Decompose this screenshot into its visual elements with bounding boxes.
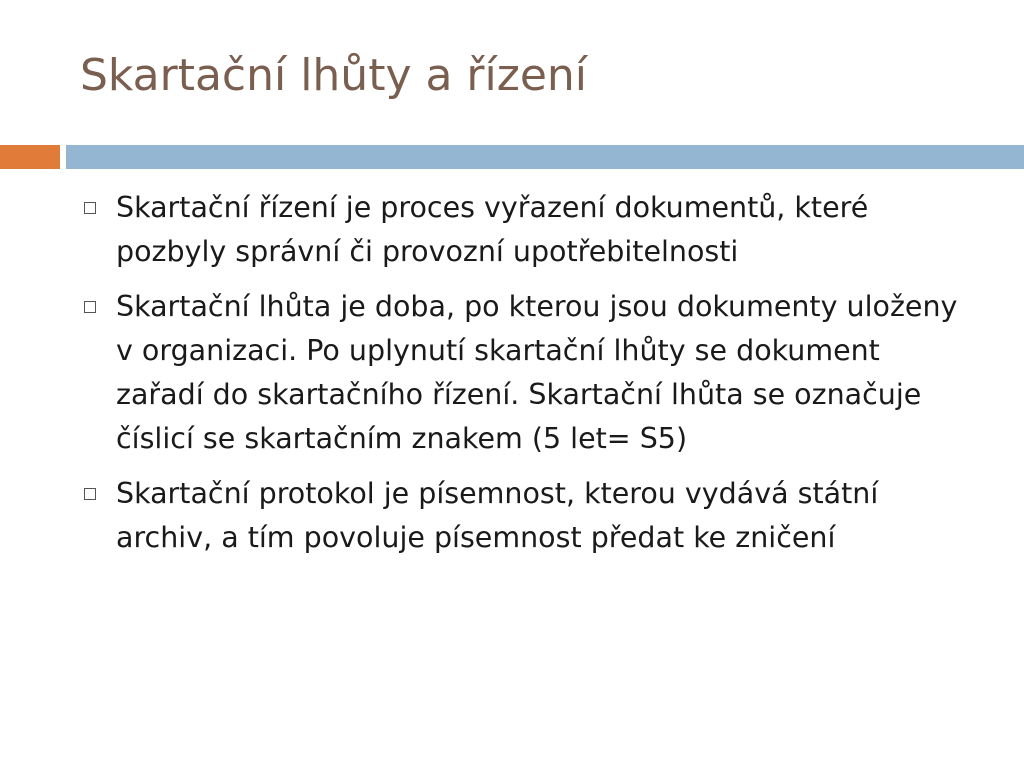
slide-title: Skartační lhůty a řízení	[80, 50, 588, 101]
square-outline-bullet-icon	[84, 301, 96, 313]
bullet-text: Skartační řízení je proces vyřazení dokumentů, které pozbyly správní či provozní upotřebitelnosti	[116, 191, 869, 268]
title-divider-bar	[66, 145, 1024, 169]
bullet-item	[0, 186, 1024, 274]
bullet-item	[0, 472, 1024, 560]
bullet-text: Skartační protokol je písemnost, kterou vydává státní archiv, a tím povoluje písemnost předat ke zničení	[116, 477, 879, 554]
bullet-item	[0, 285, 1024, 461]
square-outline-bullet-icon	[84, 202, 96, 214]
bullet-text: Skartační lhůta je doba, po kterou jsou dokumenty uloženy v organizaci. Po uplynutí skartační lhůty se dokument zařadí do skartačního řízení. Skartační lhůta se označuje číslicí se skartačním znakem (5 let= S5)	[116, 290, 958, 455]
title-divider-accent	[0, 145, 60, 169]
square-outline-bullet-icon	[84, 488, 96, 500]
bullet-list	[0, 186, 1024, 571]
